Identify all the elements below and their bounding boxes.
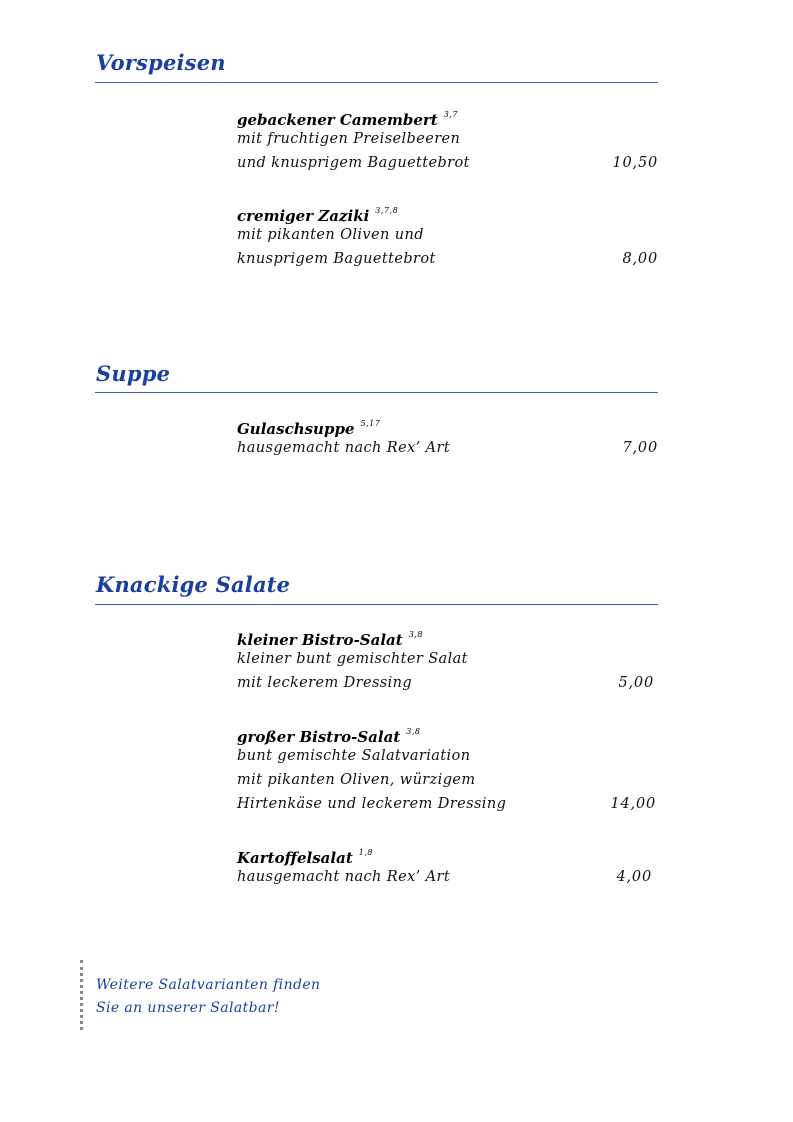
menu-item: [237, 412, 660, 460]
item-description-row: [237, 792, 660, 816]
item-name: [237, 841, 660, 865]
item-price: 14,00: [610, 796, 656, 812]
section-divider: [95, 82, 658, 83]
section-divider: [95, 392, 658, 393]
item-price: 5,00: [618, 675, 654, 691]
section-title-vorspeisen: Vorspeisen: [96, 50, 226, 75]
item-description: mit pikanten Oliven und: [237, 227, 424, 243]
section-divider: [95, 604, 658, 605]
allergen-codes: 3,7: [443, 110, 458, 119]
item-price: 10,50: [612, 155, 658, 171]
menu-item: [237, 199, 660, 271]
item-description: hausgemacht nach Rex’ Art: [237, 440, 451, 456]
item-name-text: cremiger Zaziki: [237, 207, 370, 225]
section-title-suppe: Suppe: [96, 361, 171, 386]
item-name: [237, 623, 660, 647]
item-price: 8,00: [622, 251, 658, 267]
menu-item: [237, 841, 660, 889]
item-description: mit fruchtigen Preiselbeeren: [237, 131, 461, 147]
salad-bar-note: [80, 960, 320, 1030]
allergen-codes: 1,8: [358, 848, 373, 857]
item-name: [237, 412, 660, 436]
note-line: Sie an unserer Salatbar!: [96, 1000, 280, 1016]
menu-item: [237, 623, 660, 695]
item-description: mit pikanten Oliven, würzigem: [237, 772, 476, 788]
item-description: kleiner bunt gemischter Salat: [237, 651, 468, 667]
item-name-text: gebackener Camembert: [237, 111, 438, 129]
item-description-row: [237, 247, 660, 271]
item-description: bunt gemischte Salatvariation: [237, 748, 471, 764]
item-price: 7,00: [622, 440, 658, 456]
allergen-codes: 5,17: [360, 419, 381, 428]
item-name-text: großer Bistro-Salat: [237, 728, 401, 746]
note-line: Weitere Salatvarianten finden: [96, 977, 321, 993]
menu-item: [237, 103, 660, 175]
menu-item: [237, 720, 660, 816]
item-description-row: [237, 436, 660, 460]
item-description: Hirtenkäse und leckerem Dressing: [237, 796, 507, 812]
item-description: und knusprigem Baguettebrot: [237, 155, 470, 171]
item-name-text: Kartoffelsalat: [237, 849, 353, 867]
allergen-codes: 3,8: [406, 727, 421, 736]
item-description: knusprigem Baguettebrot: [237, 251, 436, 267]
item-name-text: kleiner Bistro-Salat: [237, 631, 403, 649]
item-price: 4,00: [616, 869, 652, 885]
item-description: hausgemacht nach Rex’ Art: [237, 869, 451, 885]
item-description-row: [237, 671, 660, 695]
item-name: [237, 720, 660, 744]
item-name: [237, 199, 660, 223]
item-name-text: Gulaschsuppe: [237, 420, 355, 438]
section-title-knackige-salate: Knackige Salate: [96, 572, 291, 597]
item-description-row: [237, 865, 660, 889]
item-description-row: [237, 151, 660, 175]
allergen-codes: 3,8: [408, 630, 423, 639]
item-description: mit leckerem Dressing: [237, 675, 413, 691]
item-name: [237, 103, 660, 127]
allergen-codes: 3,7,8: [375, 206, 399, 215]
